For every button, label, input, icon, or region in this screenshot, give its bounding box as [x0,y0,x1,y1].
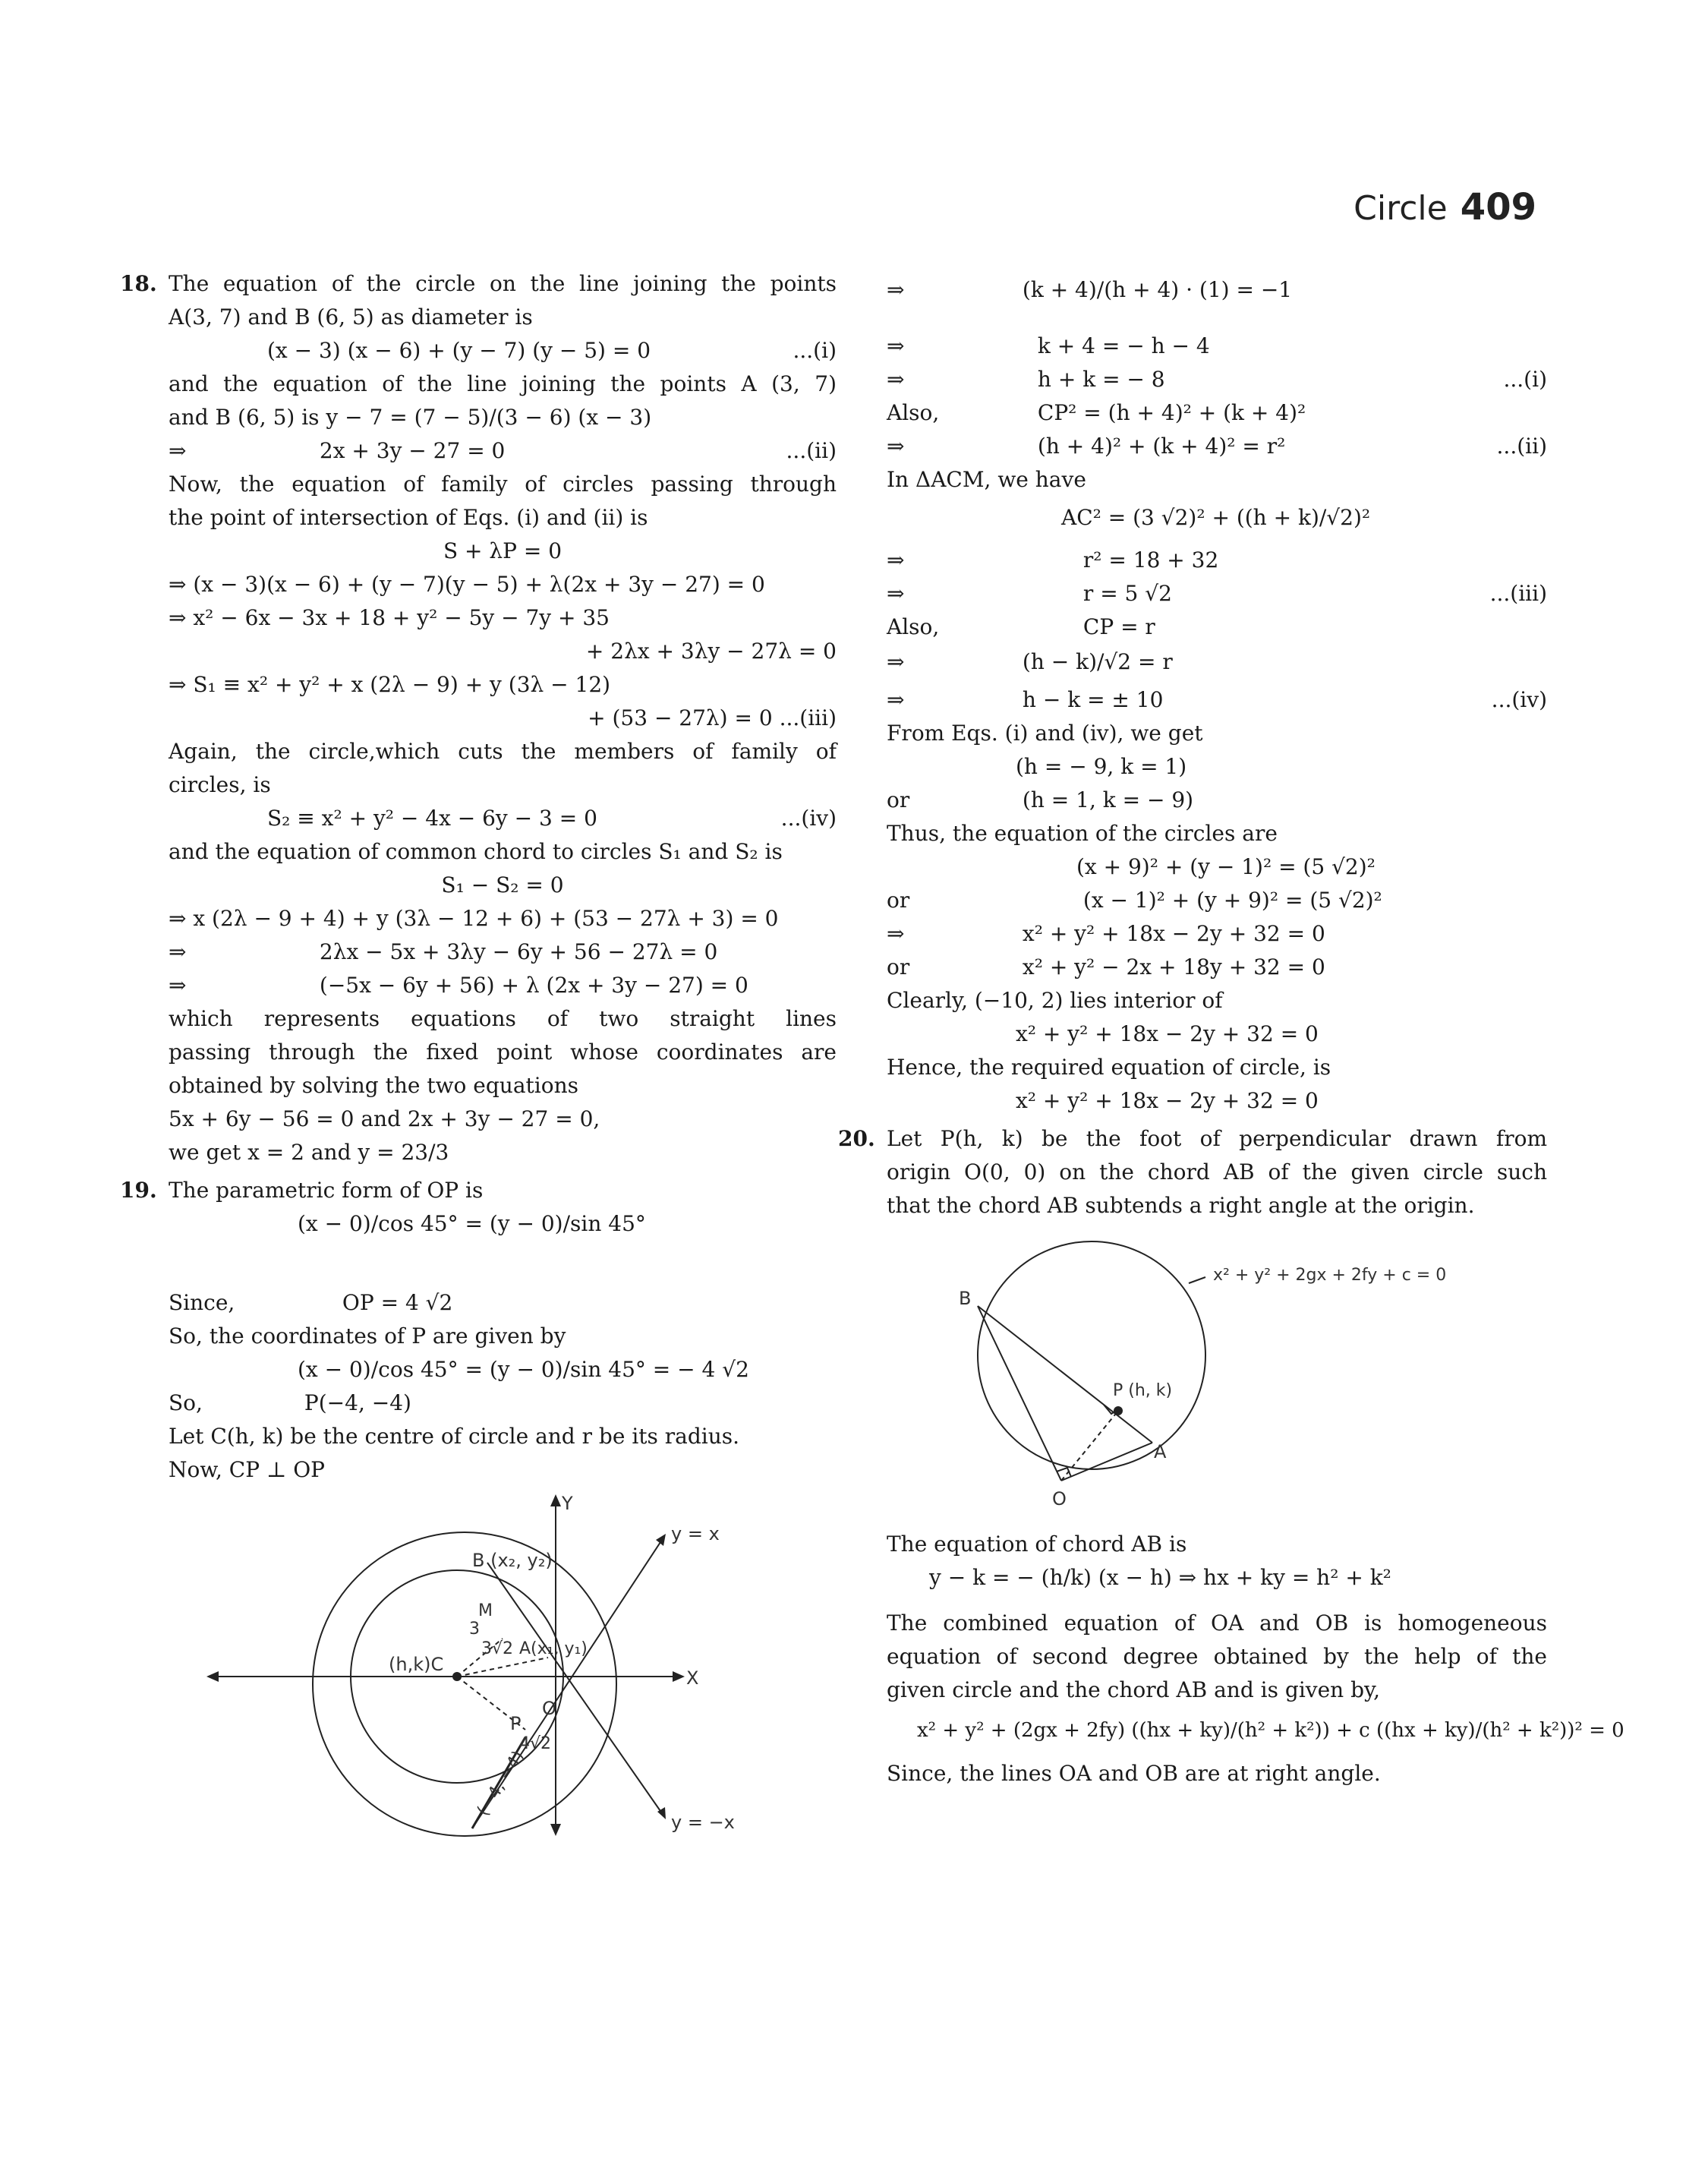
equation: ⇒ S₁ ≡ x² + y² + x (2λ − 9) + y (3λ − 12) [169,672,611,697]
line-ob [978,1306,1061,1481]
equation-line [169,808,837,832]
equation-line [887,333,1547,360]
equation-line [887,402,1547,427]
equation: x² + y² + 18x − 2y + 32 = 0 [1016,1021,1319,1046]
line-yx-label: y = x [671,1523,720,1544]
text-line: Clearly, (−10, 2) lies interior of [887,988,1223,1013]
point-m-label: M [478,1601,493,1620]
text-line: Now, the equation of family of circles passing through [169,472,837,497]
text-line: we get x = 2 and y = 23/3 [169,1140,449,1165]
text-line: Again, the circle,which cuts the members of family of [169,739,837,764]
length-3-label: 3 [469,1620,480,1639]
equation-line [169,440,837,465]
origin-o-label: O [542,1698,556,1719]
equation-tag: ...(iii) [1489,581,1547,606]
left-column [120,271,837,1859]
equation: ⇒ x (2λ − 9 + 4) + y (3λ − 12 + 6) + (53 − 27λ + 3) = 0 [169,906,779,931]
equation-line [887,651,1547,676]
equation-line [887,787,1547,814]
x-arrow-right [673,1671,685,1682]
equation: (x + 9)² + (y − 1)² = (5 √2)² [1076,854,1376,879]
equation: (k + 4)/(h + 4) · (1) = −1 [1022,277,1293,302]
implies-symbol: ⇒ [887,434,905,459]
text-line: passing through the fixed point whose coordinates are [169,1039,837,1065]
text-line: Since, the lines OA and OB are at right angle. [887,1761,1381,1786]
equation: (x − 3) (x − 6) + (y − 7) (y − 5) = 0 [267,338,651,363]
y-arrow-top [550,1494,561,1506]
text-line: From Eqs. (i) and (iv), we get [887,721,1203,746]
equation-line [887,369,1547,393]
text-line: equation of second degree obtained by the help of the [887,1644,1547,1669]
implies-symbol: ⇒ [169,939,187,964]
equation: x² + y² + 18x − 2y + 32 = 0 [1016,1088,1319,1113]
length-3r2-label: 3√2 [481,1639,514,1658]
equation-line [887,890,1547,914]
point-a-label: A(x₁, y₁) [519,1639,588,1658]
equation: r² = 18 + 32 [1082,547,1219,573]
equation: (−5x − 6y + 56) + λ (2x + 3y − 27) = 0 [319,973,748,998]
equation: (x − 0)/cos 45° = (y − 0)/sin 45° [298,1211,646,1236]
implies-symbol: ⇒ [887,649,905,674]
text-line: The combined equation of OA and OB is homogeneous [887,1610,1547,1636]
equation: h + k = − 8 [1037,367,1165,392]
yx-arrow [656,1534,666,1546]
text-line: So, the coordinates of P are given by [169,1323,566,1349]
equation: 2λx − 5x + 3λy − 6y + 56 − 27λ = 0 [319,939,718,964]
q19-number: 19. [120,1178,157,1203]
equation: P(−4, −4) [304,1390,411,1415]
point-p-label: P [510,1713,522,1734]
diagram-svg [887,1230,1494,1519]
equation: + 2λx + 3λy − 27λ = 0 [585,639,837,664]
text-line: origin O(0, 0) on the chord AB of the given circle such [887,1159,1547,1185]
equation-line [169,340,837,364]
equation: ⇒ x² − 6x − 3x + 18 + y² − 5y − 7y + 35 [169,605,610,630]
implies-symbol: ⇒ [887,921,905,946]
equation: S₂ ≡ x² + y² − 4x − 6y − 3 = 0 [267,806,597,831]
centre-point [452,1672,462,1681]
point-p-label: P (h, k) [1113,1381,1173,1400]
label: Also, [887,400,940,425]
diagram-svg [169,1494,776,1844]
equation: S₁ − S₂ = 0 [441,872,564,897]
equation-tag: ...(i) [1503,367,1547,392]
perpendicular-op [1061,1411,1118,1481]
equation: CP² = (h + 4)² + (k + 4)² [1037,400,1306,425]
equation: AC² = (3 √2)² + ((h + k)/√2)² [1061,505,1371,530]
equation-tag: ...(i) [793,338,837,363]
equation-line [887,954,1547,981]
text-line: which represents equations of two straight lines [169,1006,837,1031]
q20-line [838,1126,1547,1153]
equation: 2x + 3y − 27 = 0 [319,438,506,463]
text-line: Now, CP ⊥ OP [169,1457,325,1482]
x-axis-label: X [686,1667,699,1689]
page-header [1353,186,1536,229]
equation: (h = 1, k = − 9) [1022,787,1194,812]
line-ymx-label: y = −x [671,1812,735,1833]
centre-c-label: (h,k)C [389,1654,444,1675]
text-line: and the equation of the line joining the points A (3, 7) [169,371,837,396]
equation: (x − 0)/cos 45° = (y − 0)/sin 45° = − 4 √2 [298,1357,749,1382]
equation-line [887,614,1547,641]
line-oa [1061,1443,1152,1481]
circle-diagram-q19 [169,1494,837,1844]
equation: (h + 4)² + (k + 4)² = r² [1037,434,1286,459]
origin-o-label: O [1052,1488,1067,1509]
page-number: 409 [1460,186,1536,229]
equation-line [887,923,1547,948]
equation: CP = r [1082,614,1155,639]
equation: x² + y² + 18x − 2y + 32 = 0 [1022,921,1325,946]
right-column [838,273,1624,1797]
implies-symbol: ⇒ [887,277,905,302]
equation-leader [1189,1277,1205,1283]
equation: (h − k)/√2 = r [1022,649,1173,674]
text-line: A(3, 7) and B (6, 5) as diameter is [169,304,533,330]
equation: r = 5 √2 [1082,581,1172,606]
text-line: the point of intersection of Eqs. (i) and (ii) is [169,505,648,530]
given-circle [978,1241,1205,1469]
equation-line [169,1292,837,1317]
equation: 5x + 6y − 56 = 0 and 2x + 3y − 27 = 0, [169,1106,600,1131]
y-axis-label: Y [562,1494,573,1514]
equation: x² + y² + (2gx + 2fy) ((hx + ky)/(h² + k²)) + c ((hx + ky)/(h² + k²))² = 0 [917,1719,1624,1742]
text-line: Hence, the required equation of circle, is [887,1055,1331,1080]
equation-line [169,939,837,966]
implies-symbol: ⇒ [887,333,905,358]
text-line: The equation of chord AB is [887,1532,1187,1557]
implies-symbol: ⇒ [887,367,905,392]
q20-number: 20. [838,1126,875,1151]
implies-symbol: ⇒ [887,547,905,573]
text-line: obtained by solving the two equations [169,1073,578,1098]
label: or [887,954,910,980]
implies-symbol: ⇒ [887,687,905,712]
text-line: and B (6, 5) is y − 7 = (7 − 5)/(3 − 6) (x − 3) [169,405,652,430]
point-a-label: A [1154,1441,1167,1462]
equation-line [887,583,1547,607]
implies-symbol: ⇒ [887,581,905,606]
equation: y − k = − (h/k) (x − h) ⇒ hx + ky = h² + k² [929,1565,1391,1590]
equation-line [169,1390,837,1417]
circle-equation-label: x² + y² + 2gx + 2fy + c = 0 [1213,1266,1447,1285]
y-arrow-bottom [550,1824,561,1836]
equation-tag: ...(iv) [780,806,837,831]
label: or [887,787,910,812]
equation: (x − 1)² + (y + 9)² = (5 √2)² [1082,888,1382,913]
equation-line [887,689,1547,714]
equation: + (53 − 27λ) = 0 ...(iii) [588,705,837,730]
text-line: given circle and the chord AB and is given by, [887,1677,1381,1702]
point-b-label: B [959,1288,972,1309]
equation-line [887,436,1547,460]
foot-point [1114,1406,1123,1415]
q18-number: 18. [120,271,157,296]
text-line: Let P(h, k) be the foot of perpendicular drawn from [887,1126,1547,1151]
chord-ab [978,1306,1152,1443]
equation: ⇒ (x − 3)(x − 6) + (y − 7)(y − 5) + λ(2x + 3y − 27) = 0 [169,572,765,597]
equation-line [169,975,837,999]
text-line: and the equation of common chord to circles S₁ and S₂ is [169,839,783,864]
q18-line [120,271,837,298]
equation-tag: ...(ii) [786,438,837,463]
chapter-title: Circle [1353,189,1448,228]
equation-tag: ...(ii) [1496,434,1547,459]
text-line: The equation of the circle on the line joining the points [169,271,837,296]
text-line: The parametric form of OP is [169,1178,484,1203]
equation-tag: ...(iv) [1491,687,1547,712]
point-b-label: B (x₂, y₂) [472,1550,553,1571]
implies-symbol: ⇒ [169,973,187,998]
equation: x² + y² − 2x + 18y + 32 = 0 [1022,954,1325,980]
circle-diagram-q20 [887,1230,1547,1519]
equation-line [887,279,1547,304]
text-line: circles, is [169,772,271,797]
outer-circle [313,1532,616,1836]
q19-line [120,1178,837,1204]
equation: (h = − 9, k = 1) [1016,754,1187,779]
equation: k + 4 = − h − 4 [1037,333,1210,358]
implies-symbol: ⇒ [169,438,187,463]
equation: h − k = ± 10 [1022,687,1164,712]
text-line: Let C(h, k) be the centre of circle and r be its radius. [169,1424,740,1449]
label: So, [169,1390,203,1415]
label: Since, [169,1290,235,1315]
text-line: In ΔACM, we have [887,467,1086,492]
length-4r2-label: 4√2 [519,1734,552,1753]
text-line: Thus, the equation of the circles are [887,821,1278,846]
equation: OP = 4 √2 [342,1290,453,1315]
point-p-coords-label: (−4, −4) [473,1747,528,1820]
x-arrow-left [206,1671,219,1682]
label: or [887,888,910,913]
equation-line [887,547,1547,574]
text-line: that the chord AB subtends a right angle at the origin. [887,1193,1475,1218]
dashed-line-ca [457,1658,548,1677]
equation: S + λP = 0 [443,538,563,563]
label: Also, [887,614,940,639]
